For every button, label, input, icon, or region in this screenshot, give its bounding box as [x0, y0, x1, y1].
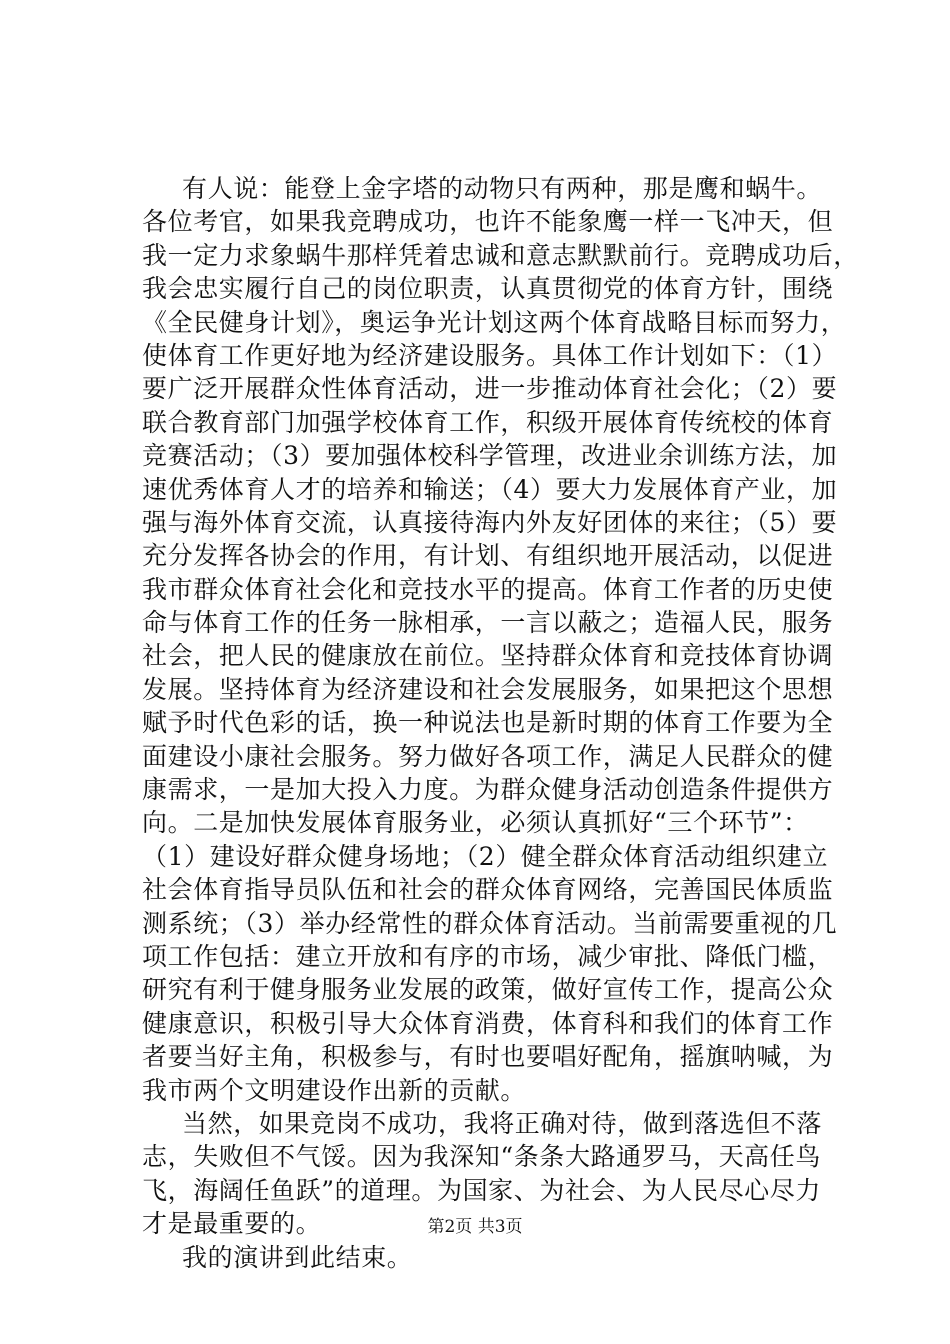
paragraph-line: 各位考官，如果我竞聘成功，也许不能象鹰一样一飞冲天，但: [142, 207, 834, 237]
paragraph-line: 《全民健身计划》，奥运争光计划这两个体育战略目标而努力，: [142, 307, 847, 337]
paragraph-line: 社会体育指导员队伍和社会的群众体育网络，完善国民体质监: [142, 875, 834, 905]
paragraph-line: 使体育工作更好地为经济建设服务。具体工作计划如下：（1）: [142, 340, 838, 370]
paragraph-line: 有人说：能登上金字塔的动物只有两种，那是鹰和蜗牛。: [182, 174, 823, 203]
paragraph-line: 健康意识，积极引导大众体育消费，体育科和我们的体育工作: [142, 1008, 834, 1038]
paragraph-line: 我市群众体育社会化和竞技水平的提高。体育工作者的历史使: [142, 574, 834, 604]
paragraph-line: 志，失败但不气馁。因为我深知“条条大路通罗马，天高任鸟: [142, 1142, 821, 1172]
paragraph-line: 者要当好主角，积极参与，有时也要唱好配角，摇旗呐喊，为: [142, 1042, 834, 1072]
paragraph-line: 我会忠实履行自己的岗位职责，认真贯彻党的体育方针，围绕: [142, 274, 834, 304]
document-body: [142, 172, 859, 1274]
page-footer: 第2页 共3页: [427, 1217, 523, 1237]
paragraph-line: 面建设小康社会服务。努力做好各项工作，满足人民群众的健: [142, 741, 834, 771]
paragraph-line: 社会，把人民的健康放在前位。坚持群众体育和竞技体育协调: [142, 641, 834, 671]
paragraph-line: 速优秀体育人才的培养和输送；（4）要大力发展体育产业，加: [142, 474, 838, 504]
paragraph-line: 要广泛开展群众性体育活动，进一步推动体育社会化；（2）要: [142, 374, 838, 404]
paragraph-line: 赋予时代色彩的话，换一种说法也是新时期的体育工作要为全: [142, 708, 834, 738]
paragraph: [142, 172, 859, 1107]
paragraph-line: 向。二是加快发展体育服务业，必须认真抓好“三个环节”：: [142, 808, 809, 838]
paragraph-line: 我一定力求象蜗牛那样凭着忠诚和意志默默前行。竞聘成功后，: [142, 240, 859, 270]
paragraph-line: 康需求，一是加大投入力度。为群众健身活动创造条件提供方: [142, 775, 834, 805]
paragraph-line: 发展。坚持体育为经济建设和社会发展服务，如果把这个思想: [142, 674, 834, 704]
paragraph-line: 强与海外体育交流，认真接待海内外友好团体的来往；（5）要: [142, 507, 838, 537]
paragraph: [142, 1241, 842, 1274]
paragraph-line: 命与体育工作的任务一脉相承，一言以蔽之；造福人民，服务: [142, 608, 834, 638]
paragraph-line: 项工作包括：建立开放和有序的市场，减少审批、降低门槛，: [142, 941, 834, 971]
paragraph-line: 飞，海阔任鱼跃”的道理。为国家、为社会、为人民尽心尽力: [142, 1175, 821, 1205]
paragraph-line: 研究有利于健身服务业发展的政策，做好宣传工作，提高公众: [142, 975, 834, 1005]
paragraph-line: 我的演讲到此结束。: [182, 1242, 413, 1272]
paragraph-line: 充分发挥各协会的作用，有计划、有组织地开展活动，以促进: [142, 541, 834, 571]
paragraph-line: 测系统；（3）举办经常性的群众体育活动。当前需要重视的几: [142, 908, 838, 938]
paragraph-line: 竞赛活动；（3）要加强体校科学管理，改进业余训练方法，加: [142, 441, 838, 471]
paragraph-line: 才是最重要的。: [142, 1209, 322, 1239]
paragraph-line: 当然，如果竞岗不成功，我将正确对待，做到落选但不落: [182, 1108, 823, 1138]
paragraph-line: 联合教育部门加强学校体育工作，积级开展体育传统校的体育: [142, 407, 834, 437]
paragraph-line: 我市两个文明建设作出新的贡献。: [142, 1075, 527, 1105]
paragraph-line: （1）建设好群众健身场地；（2）健全群众体育活动组织建立: [142, 841, 829, 871]
